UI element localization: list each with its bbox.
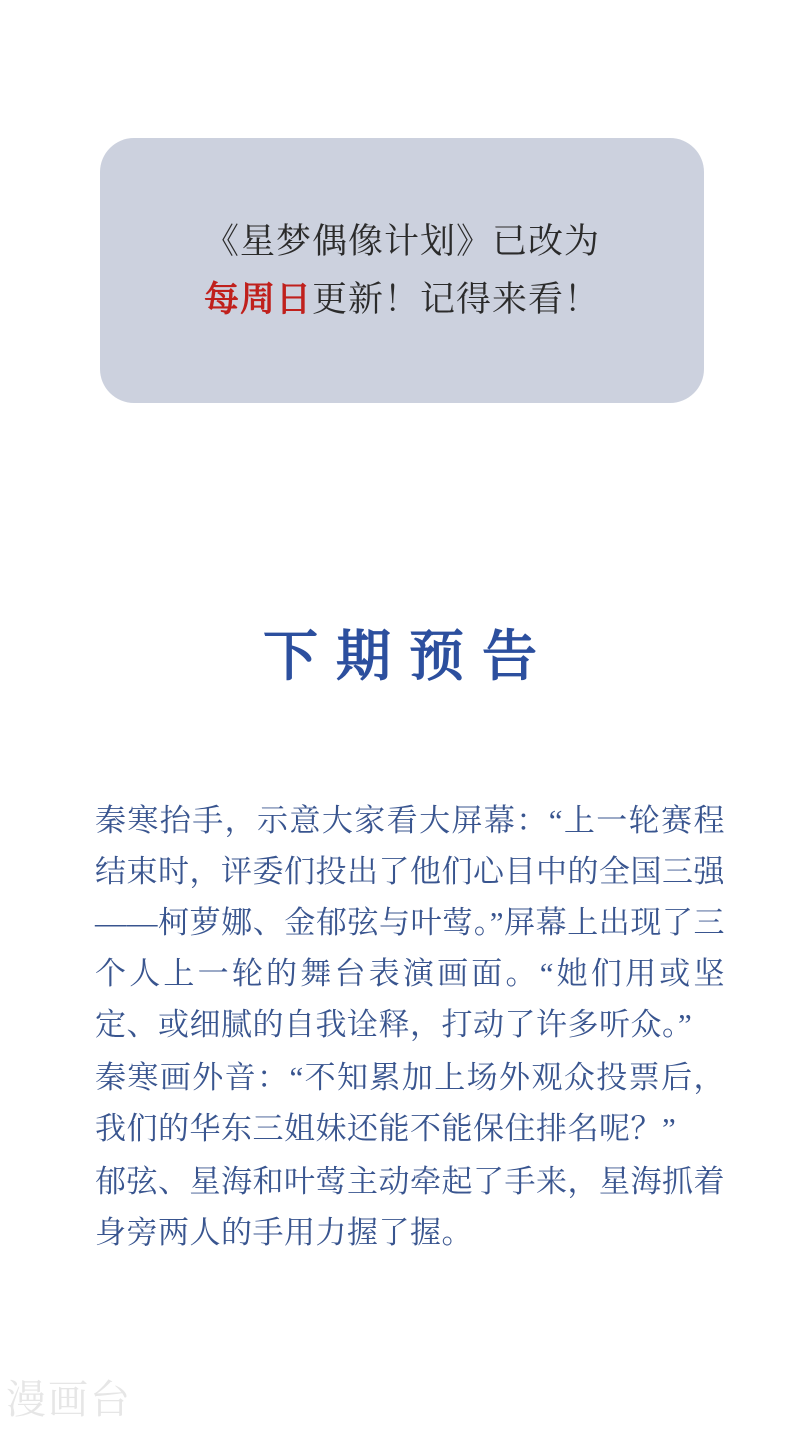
section-title-next-preview: 下期预告 <box>262 625 555 687</box>
paragraph: 秦寒抬手，示意大家看大屏幕：“上一轮赛程结束时，评委们投出了他们心目中的全国三强——柯萝娜、金郁弦与叶莺。”屏幕上出现了三个人上一轮的舞台表演画面。“她们用或坚定、或细腻的自我诠释，打动了许多听众。” <box>95 803 725 1042</box>
preview-body <box>95 795 725 1260</box>
paragraph: 秦寒画外音：“不知累加上场外观众投票后，我们的华东三姐妹还能不能保住排名呢？” <box>95 1060 725 1146</box>
announcement-line-2 <box>204 278 600 322</box>
paragraph: 郁弦、星海和叶莺主动牵起了手来，星海抓着身旁两人的手用力握了握。 <box>95 1164 725 1250</box>
announcement-text <box>100 138 704 403</box>
announcement-banner <box>100 138 704 403</box>
announcement-line-2-rest: 更新！记得来看！ <box>312 279 601 319</box>
announcement-highlight: 每周日 <box>203 279 312 319</box>
announcement-line-1: 《星梦偶像计划》已改为 <box>203 221 600 261</box>
watermark: 漫画台 <box>6 1377 132 1422</box>
